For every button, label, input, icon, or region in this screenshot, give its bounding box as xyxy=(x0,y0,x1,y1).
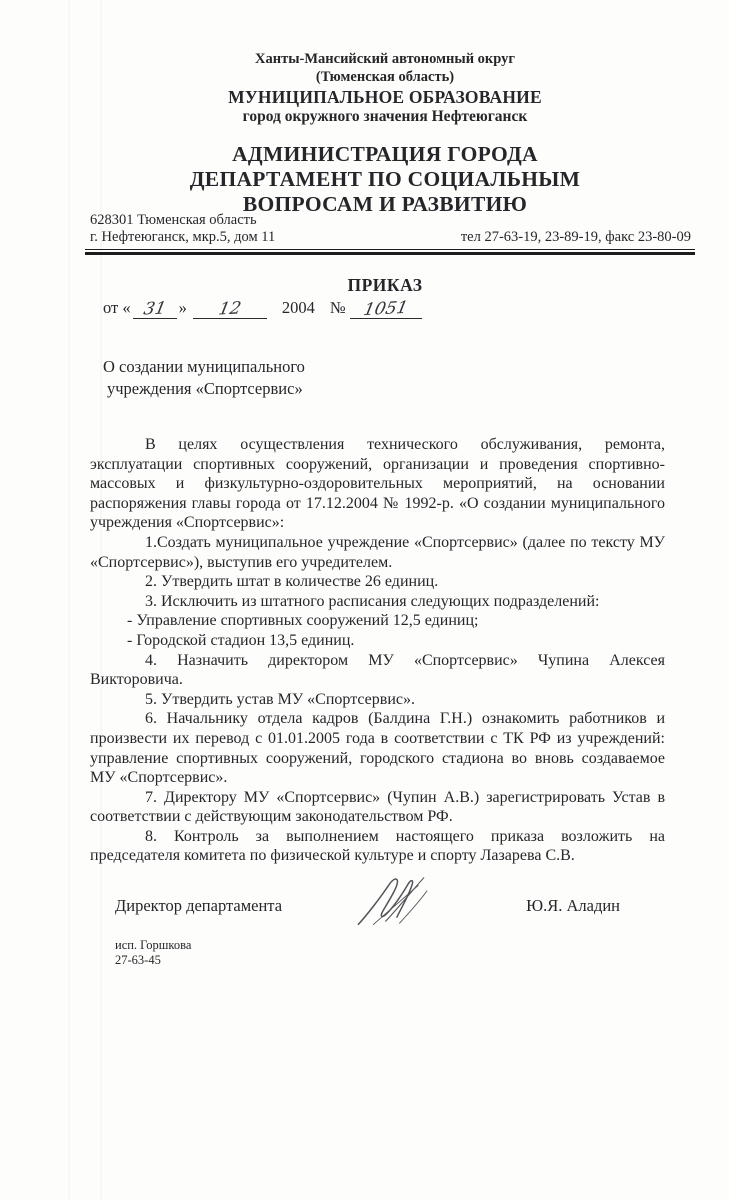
letterhead-oblast: (Тюменская область) xyxy=(315,69,455,85)
executor-phone: 27-63-45 xyxy=(115,953,161,968)
letterhead-divider xyxy=(85,249,695,255)
letterhead-city: город окружного значения Нефтеюганск xyxy=(242,108,528,125)
organization-title xyxy=(90,142,680,217)
number-sign: № xyxy=(329,298,346,317)
order-month-handwritten: 12 xyxy=(216,298,243,320)
letterhead xyxy=(90,0,680,217)
organization-title-line3: ВОПРОСАМ И РАЗВИТИЮ xyxy=(242,192,528,216)
signature-scribble xyxy=(353,870,441,939)
order-month-slot xyxy=(193,298,267,319)
organization-title-line1: АДМИНИСТРАЦИЯ ГОРОДА xyxy=(232,142,538,166)
order-number-handwritten: 1051 xyxy=(361,297,410,321)
order-subitem-city-stadium: - Городской стадион 13,5 единиц. xyxy=(127,631,355,649)
order-day-handwritten: 31 xyxy=(141,298,168,320)
scan-artifact-line xyxy=(100,0,102,1200)
address-line2: г. Нефтеюганск, мкр.5, дом 11 xyxy=(90,229,276,245)
executor-footer xyxy=(115,938,729,968)
order-item-1: 1.Создать муниципальное учреждение «Спортсервис» (далее по тексту МУ «Спортсервис»), выступив его учредителем. xyxy=(90,533,665,571)
order-day-slot xyxy=(133,298,177,319)
order-title: ПРИКАЗ xyxy=(347,275,423,295)
executor-name: исп. Горшкова xyxy=(115,938,192,953)
organization-title-line2: ДЕПАРТАМЕНТ ПО СОЦИАЛЬНЫМ xyxy=(189,167,581,191)
date-close-quote: » xyxy=(178,298,187,317)
order-date-line xyxy=(103,297,729,319)
order-item-6: 6. Начальнику отдела кадров (Балдина Г.Н.) ознакомить работников и произвести их перевод с 01.01.2005 года в соответствии с ТК РФ из учреждений: управление спортивных сооружений, городского стадиона во вновь создаваемое МУ «Спортсервис». xyxy=(90,710,665,787)
order-item-2: 2. Утвердить штат в количестве 26 единиц. xyxy=(145,573,439,591)
order-item-8: 8. Контроль за выполнением настоящего приказа возложить на председателя комитета по физической культуре и спорту Лазарева С.В. xyxy=(90,827,665,865)
letterhead-municipal: МУНИЦИПАЛЬНОЕ ОБРАЗОВАНИЕ xyxy=(228,87,542,107)
order-year: 2004 xyxy=(281,298,315,317)
letterhead-address-block xyxy=(90,212,695,246)
order-body xyxy=(90,435,665,866)
order-item-4: 4. Назначить директором МУ «Спортсервис» Чупина Алексея Викторовича. xyxy=(90,651,665,689)
order-number-slot xyxy=(350,298,422,319)
signatory-name: Ю.Я. Аладин xyxy=(526,896,620,916)
order-subject xyxy=(103,356,729,399)
order-subject-line2: учреждения «Спортсервис» xyxy=(107,378,303,398)
order-item-7: 7. Директору МУ «Спортсервис» (Чупин А.В.) зарегистрировать Устав в соответствии с действующим законодательством РФ. xyxy=(90,788,665,826)
signature-block xyxy=(115,896,620,916)
signatory-position: Директор департамента xyxy=(115,896,283,916)
signature-icon xyxy=(353,870,441,934)
order-subject-line1: О создании муниципального xyxy=(103,357,305,376)
order-intro-paragraph: В целях осуществления технического обслуживания, ремонта, эксплуатации спортивных сооружений, организации и проведения спортивно-массовых и физкультурно-оздоровительных мероприятий, на основании распоряжения главы города от 17.12.2004 № 1992-р. «О создании муниципального учреждения «Спортсервис»: xyxy=(90,436,665,532)
order-item-5: 5. Утвердить устав МУ «Спортсервис». xyxy=(145,690,415,708)
scan-artifact-line xyxy=(68,0,70,1200)
order-item-3: 3. Исключить из штатного расписания следующих подразделений: xyxy=(145,592,600,610)
letterhead-okrug: Ханты-Мансийский автономный округ xyxy=(255,51,515,67)
phones-line: тел 27-63-19, 23-89-19, факс 23-80-09 xyxy=(460,229,691,245)
address-line1: 628301 Тюменская область xyxy=(90,212,257,228)
order-subitem-sports-facilities: - Управление спортивных сооружений 12,5 единиц; xyxy=(127,612,479,630)
date-prefix: от « xyxy=(103,298,131,317)
